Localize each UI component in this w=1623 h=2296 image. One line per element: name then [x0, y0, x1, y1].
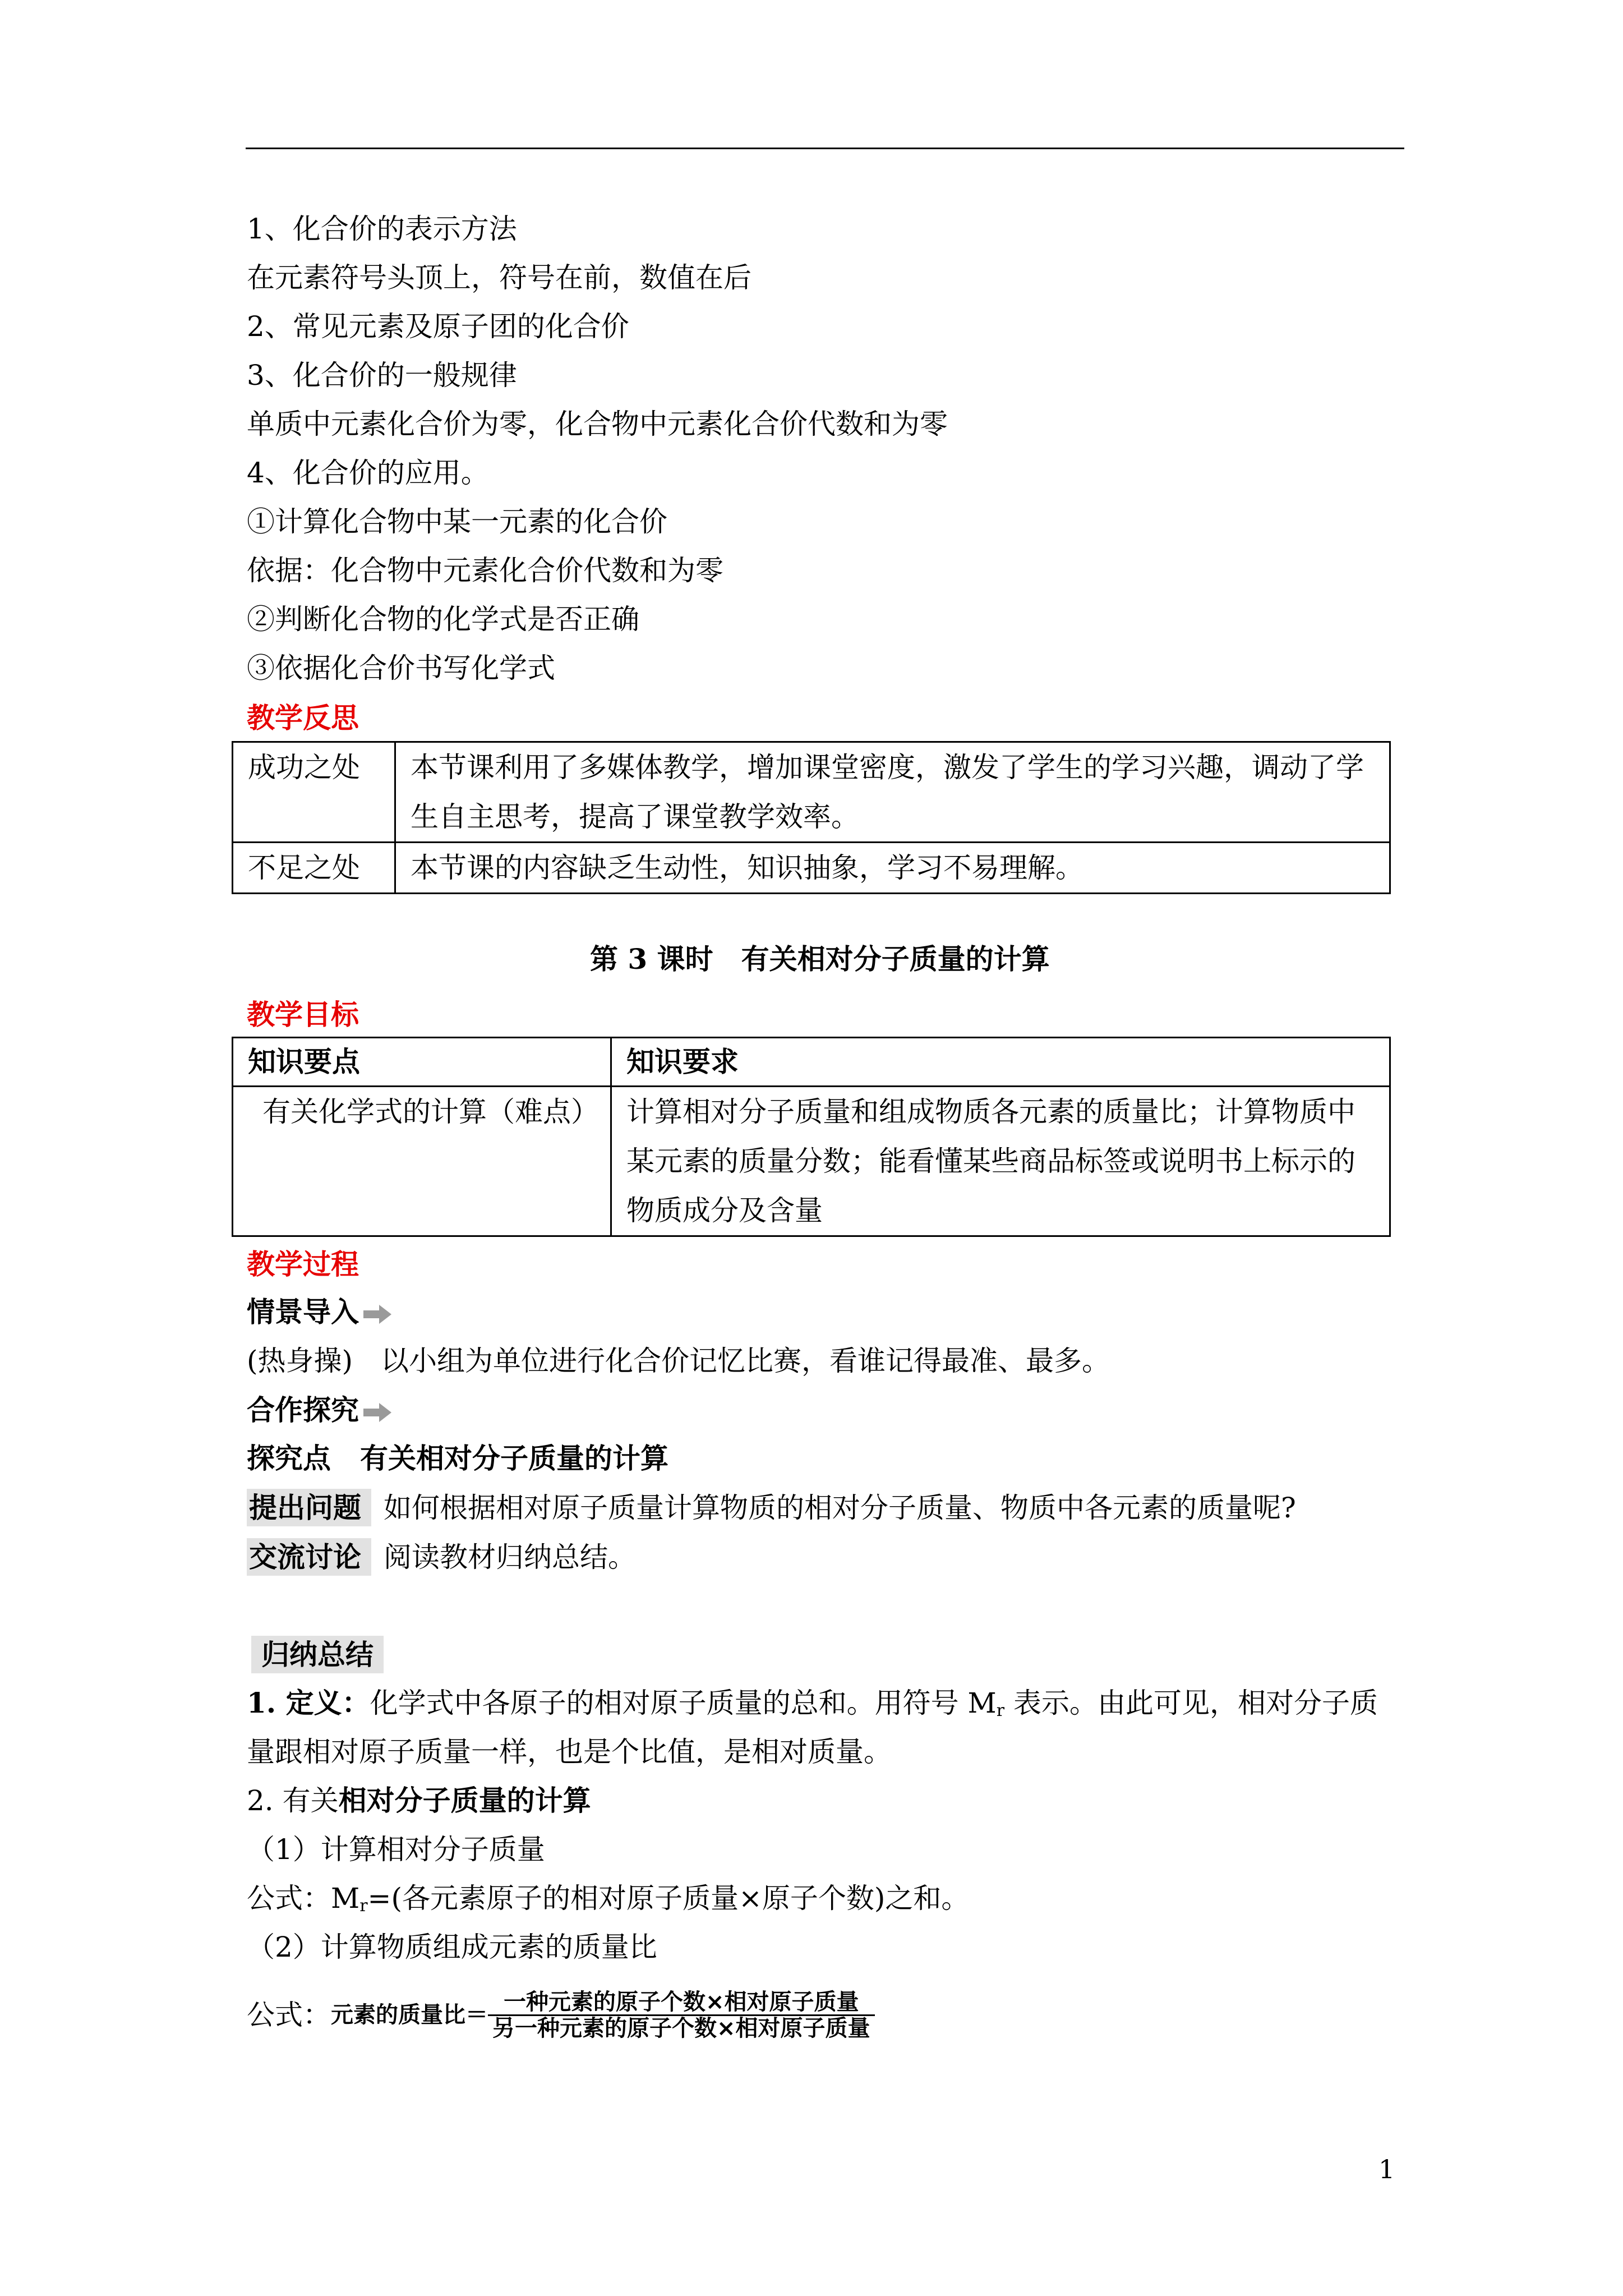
- discussion-text: 阅读教材归纳总结。: [384, 1541, 636, 1573]
- text-line: 在元素符号头顶上，符号在前，数值在后: [247, 261, 751, 294]
- sub1-line: （1）计算相对分子质量: [247, 1833, 545, 1866]
- table-row: [233, 1038, 1390, 1087]
- sub2-line: （2）计算物质组成元素的质量比: [247, 1931, 657, 1963]
- item2-title: 相对分子质量的计算: [338, 1784, 591, 1817]
- question-label: 提出问题: [247, 1489, 371, 1526]
- text-line: 单质中元素化合价为零，化合物中元素化合价代数和为零: [247, 408, 948, 440]
- question-text: 如何根据相对原子质量计算物质的相对分子质量、物质中各元素的质量呢?: [384, 1492, 1296, 1524]
- question-row: [247, 1491, 1296, 1525]
- definition-label: 1. 定义：: [247, 1686, 370, 1719]
- intro-label-row: [247, 1295, 391, 1331]
- item2-prefix: 2. 有关: [247, 1784, 339, 1817]
- formula2-numerator: 一种元素的原子个数×相对原子质量: [488, 1990, 875, 2016]
- arrow-right-icon: [363, 1297, 391, 1331]
- formula2-label: 公式：: [247, 1999, 331, 2031]
- coop-label-row: [247, 1393, 391, 1429]
- table-header-key: 知识要点: [233, 1038, 611, 1087]
- text-line: 依据：化合物中元素化合价代数和为零: [247, 554, 723, 587]
- lesson-title: 第 3 课时 有关相对分子质量的计算: [590, 942, 1050, 976]
- definition-line: [247, 1686, 1378, 1728]
- summary-heading: 归纳总结: [251, 1636, 384, 1673]
- definition-text-a: 化学式中各原子的相对原子质量的总和。用符号 M: [370, 1687, 997, 1719]
- intro-label: 情景导入: [247, 1295, 359, 1328]
- discussion-row: [247, 1540, 636, 1574]
- process-heading: 教学过程: [247, 1248, 359, 1281]
- point-row: [247, 1442, 668, 1475]
- text-line: 1、化合价的表示方法: [247, 213, 517, 245]
- formula2-fraction: [488, 1990, 875, 2041]
- text-line: ③依据化合价书写化学式: [247, 652, 555, 684]
- definition-text-b: 表示。由此可见，相对分子质: [1004, 1687, 1378, 1719]
- coop-label: 合作探究: [247, 1393, 359, 1427]
- table-cell-key: 有关化学式的计算（难点）: [233, 1087, 611, 1236]
- page-number: 1: [1378, 2154, 1395, 2184]
- definition-line-2: 量跟相对原子质量一样，也是个比值，是相对质量。: [247, 1736, 892, 1768]
- formula1-b: =(各元素原子的相对原子质量×原子个数)之和。: [367, 1882, 970, 1915]
- table-cell-text: 本节课的内容缺乏生动性，知识抽象，学习不易理解。: [395, 843, 1390, 894]
- intro-text: (热身操) 以小组为单位进行化合价记忆比赛，看谁记得最准、最多。: [247, 1345, 1110, 1377]
- point-text: 有关相对分子质量的计算: [360, 1442, 668, 1475]
- table-cell-req: 计算相对分子质量和组成物质各元素的质量比；计算物质中某元素的质量分数；能看懂某些商品标签或说明书上标示的物质成分及含量: [611, 1087, 1390, 1236]
- text-line: 2、常见元素及原子团的化合价: [247, 310, 629, 343]
- table-row: [233, 1087, 1390, 1236]
- table-cell-label: 不足之处: [233, 843, 395, 894]
- goals-table: [232, 1037, 1391, 1237]
- item2-line: [247, 1784, 591, 1818]
- text-line: 3、化合价的一般规律: [247, 359, 517, 392]
- formula2-denominator: 另一种元素的原子个数×相对原子质量: [492, 2015, 870, 2041]
- text-line: 4、化合价的应用。: [247, 457, 489, 489]
- definition-subscript: r: [996, 1701, 1005, 1720]
- table-row: [233, 742, 1390, 843]
- point-label: 探究点: [247, 1442, 331, 1475]
- formula2-line: [247, 1985, 875, 2043]
- text-line: ②判断化合物的化学式是否正确: [247, 603, 639, 636]
- summary-heading-row: [251, 1638, 384, 1672]
- formula1-a: 公式：M: [247, 1882, 360, 1915]
- table-cell-text: 本节课利用了多媒体教学，增加课堂密度，激发了学生的学习兴趣，调动了学生自主思考，提高了课堂教学效率。: [395, 742, 1390, 843]
- arrow-right-icon: [363, 1396, 391, 1429]
- reflection-heading: 教学反思: [247, 701, 359, 734]
- formula1-line: [247, 1881, 969, 1923]
- goals-heading: 教学目标: [247, 998, 359, 1031]
- header-rule: [246, 148, 1404, 149]
- reflection-table: [232, 741, 1391, 894]
- formula2-lhs: 元素的质量比＝: [331, 2002, 488, 2028]
- formula1-subscript: r: [359, 1896, 368, 1916]
- table-cell-label: 成功之处: [233, 742, 395, 843]
- discussion-label: 交流讨论: [247, 1538, 371, 1576]
- text-line: ①计算化合物中某一元素的化合价: [247, 505, 667, 538]
- table-row: [233, 843, 1390, 894]
- table-header-req: 知识要求: [611, 1038, 1390, 1087]
